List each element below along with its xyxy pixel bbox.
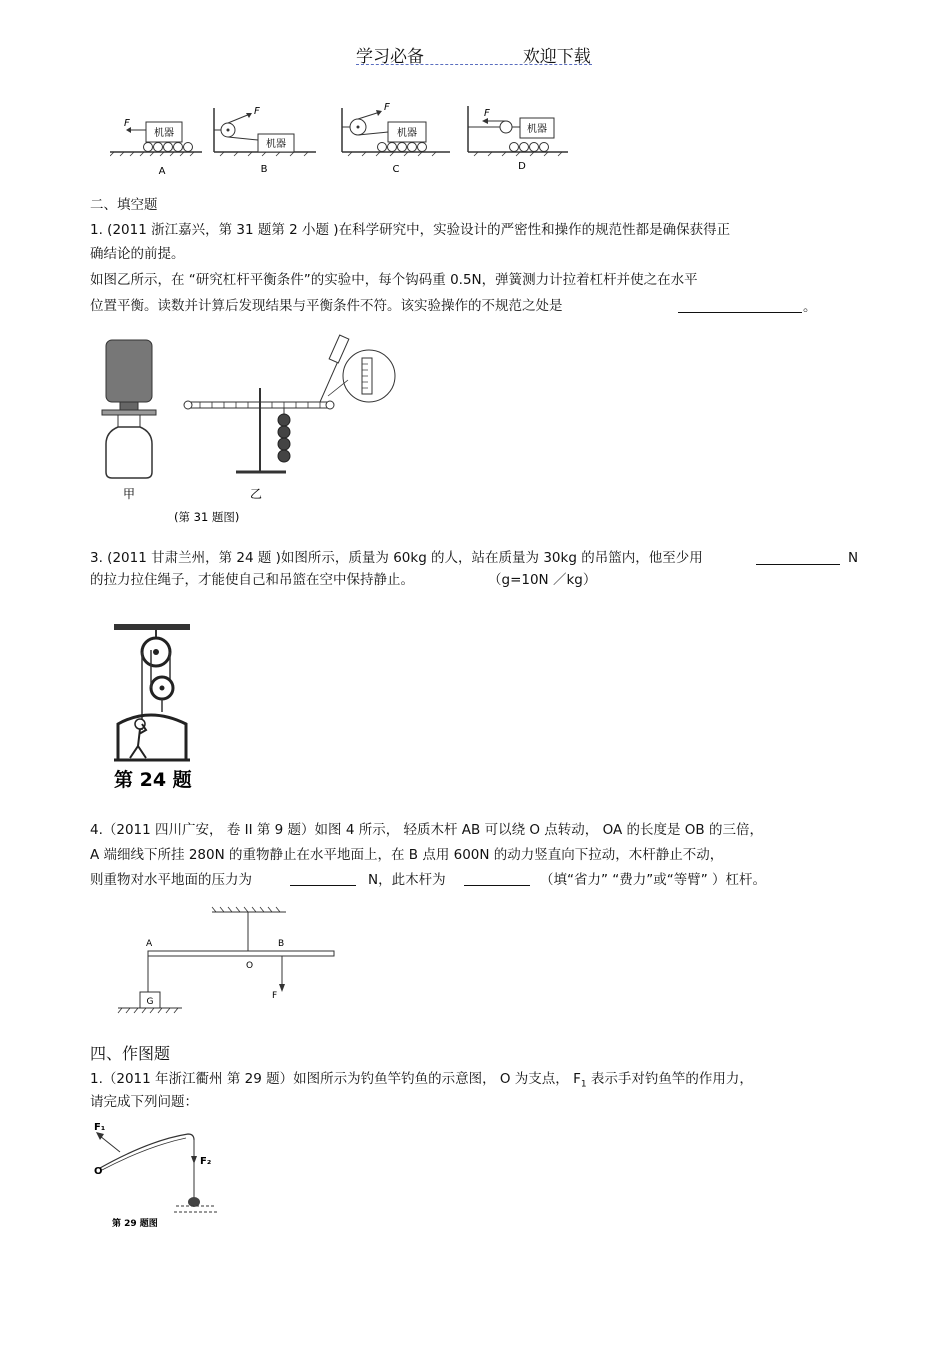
- q1-line3: 如图乙所示，在 “研究杠杆平衡条件”的实验中，每个钩码重 0.5N，弹簧测力计拉着杠杆并使之在水平: [90, 272, 698, 288]
- figure-29-caption: 第 29 题图: [112, 1219, 158, 1229]
- q3-g-value: （g=10N ／kg）: [488, 572, 597, 588]
- draw-q1-f1: $F_1$: [573, 1071, 587, 1090]
- header-underline: [356, 64, 592, 65]
- q3-line2: 的拉力拉住绳子，才能使自己和吊篮在空中保持静止。: [90, 572, 414, 588]
- label-d: D: [518, 161, 526, 172]
- label-a: A: [158, 166, 166, 177]
- force-label: F: [384, 102, 390, 113]
- machine-label: 机器: [397, 128, 417, 139]
- q4-line1: 4.（2011 四川广安， 卷 II 第 9 题）如图 4 所示， 轻质木杆 AB 可以绕 O 点转动， OA 的长度是 OB 的三倍，: [90, 822, 763, 838]
- lever-experiment-figure: [96, 332, 402, 528]
- q1-period: 。: [803, 299, 817, 315]
- header-right: 欢迎下载: [522, 47, 591, 67]
- diagram-c: [342, 102, 450, 175]
- header-left: 学习必备: [356, 47, 424, 67]
- pulley-basket-figure: [110, 620, 210, 792]
- label-yi: 乙: [249, 487, 263, 501]
- diagram-a: [110, 118, 202, 177]
- draw-q1-line1-start: 1.（2011 年浙江衢州 第 29 题）如图所示为钓鱼竿钓鱼的示意图， O 为支点，: [90, 1071, 569, 1087]
- fishing-rod-figure: [90, 1118, 250, 1230]
- q1-line4: 位置平衡。读数并计算后发现结果与平衡条件不符。该实验操作的不规范之处是: [90, 298, 563, 314]
- q4-line2: A 端细线下所挂 280N 的重物静止在水平地面上，在 B 点用 600N 的动力竖直向下拉动，木杆静止不动，: [90, 847, 724, 863]
- q3-unit: N: [848, 550, 859, 566]
- point-a-label: A: [146, 939, 153, 949]
- machine-pulley-figure: [110, 100, 580, 178]
- machine-label: 机器: [266, 139, 286, 150]
- draw-q1-line2: 请完成下列问题：: [90, 1094, 198, 1110]
- force-f-label: F: [272, 991, 278, 1001]
- bottle-apparatus-jia: [102, 340, 156, 501]
- diagram-d: [468, 106, 568, 172]
- label-jia: 甲: [122, 487, 136, 501]
- point-b-label: B: [278, 939, 285, 949]
- q4-line3-mid: N，此木杆为: [368, 872, 446, 888]
- diagram-b: [214, 106, 316, 175]
- q1-line2: 确结论的前提。: [90, 246, 185, 262]
- weight-label-g: G: [146, 997, 154, 1007]
- machine-label: 机器: [154, 128, 174, 139]
- machine-label: 机器: [527, 124, 547, 135]
- q3-answer-blank[interactable]: [756, 550, 840, 565]
- point-o-label: O: [246, 961, 254, 971]
- q1-line1: 1. (2011 浙江嘉兴，第 31 题第 2 小题 )在科学研究中，实验设计的严密性和操作的规范性都是确保获得正: [90, 222, 731, 238]
- force-f1-label: F₁: [94, 1122, 106, 1133]
- draw-q1-line1-end: 表示手对钓鱼竿的作用力，: [590, 1071, 753, 1087]
- fulcrum-o-label: O: [94, 1166, 103, 1177]
- q1-answer-blank[interactable]: [678, 298, 802, 313]
- figure-31-caption: (第 31 题图): [174, 510, 240, 524]
- lever-apparatus-yi: [184, 335, 395, 501]
- q4-pressure-blank[interactable]: [290, 871, 356, 886]
- figure-24-caption: 第 24 题: [114, 769, 192, 791]
- q4-line3-end: （填“省力” “费力”或“等臂” ）杠杆。: [540, 872, 767, 888]
- label-c: C: [392, 164, 400, 175]
- force-f2-label: F₂: [200, 1156, 212, 1167]
- label-b: B: [260, 164, 268, 175]
- q4-line3-start: 则重物对水平地面的压力为: [90, 872, 252, 888]
- q3-line1: 3. (2011 甘肃兰州，第 24 题 )如图所示，质量为 60kg 的人，站在质量为 30kg 的吊篮内，他至少用: [90, 550, 703, 566]
- draw-q1-line1: [90, 1070, 753, 1094]
- force-label: F: [124, 118, 130, 129]
- force-label: F: [254, 106, 260, 117]
- section-title-fill-blank: 二、填空题: [90, 197, 158, 213]
- lever-ab-figure: [112, 906, 338, 1020]
- section-title-drawing: 四、作图题: [90, 1044, 171, 1063]
- force-label: F: [484, 108, 490, 119]
- q4-lever-type-blank[interactable]: [464, 871, 530, 886]
